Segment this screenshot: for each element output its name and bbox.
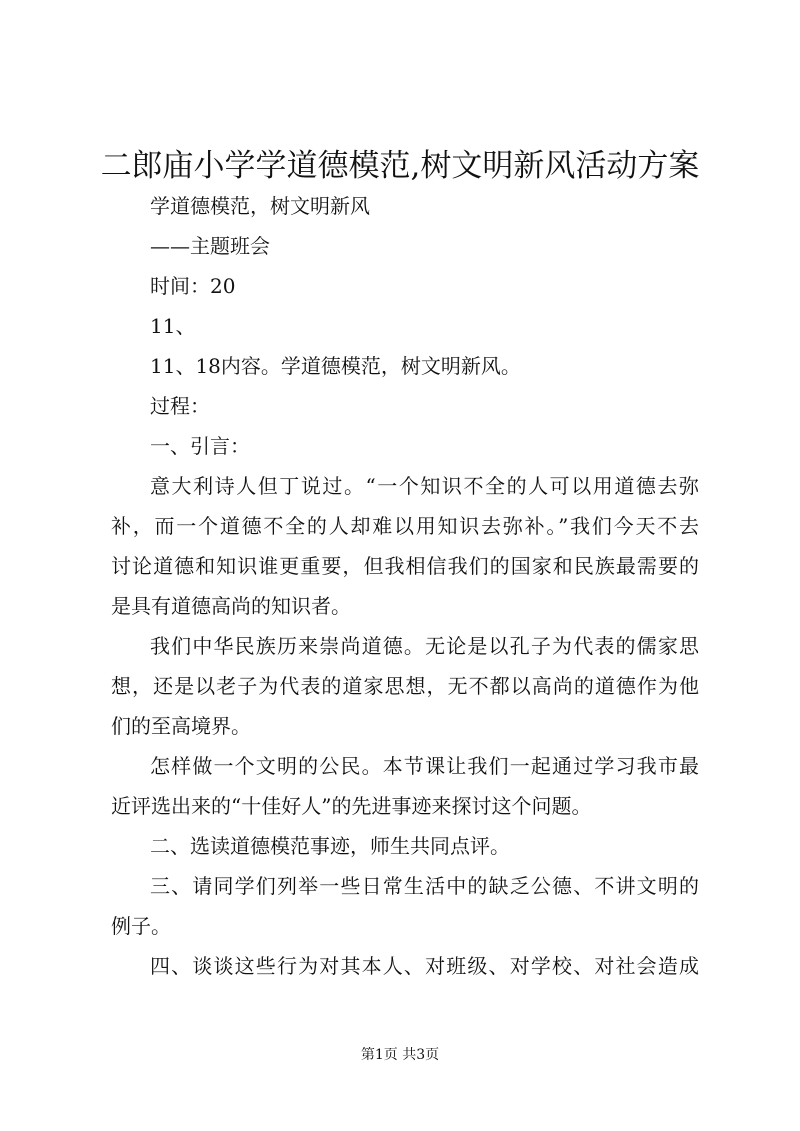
paragraph-line: 例子。 — [111, 914, 171, 938]
paragraph-line: 是具有道德高尚的知识者。 — [111, 594, 351, 618]
paragraph-line: 们的至高境界。 — [111, 714, 251, 738]
content-line: 11、18内容。学道德模范，树文明新风。 — [150, 354, 521, 378]
time-line: 时间：20 — [150, 274, 236, 298]
section-heading-four: 四、谈谈这些行为对其本人、对班级、对学校、对社会造成 — [150, 954, 699, 978]
text-line: 11、 — [150, 314, 196, 338]
paragraph-line: 怎样做一个文明的公民。本节课让我们一起通过学习我市最 — [150, 754, 699, 778]
subtitle-line: 学道德模范，树文明新风 — [150, 194, 370, 218]
section-heading-two: 二、选读道德模范事迹，师生共同点评。 — [150, 834, 510, 858]
section-heading-three: 三、请同学们列举一些日常生活中的缺乏公德、不讲文明的 — [150, 874, 699, 898]
paragraph-line: 近评选出来的“十佳好人”的先进事迹来探讨这个问题。 — [111, 794, 592, 818]
paragraph-line: 补，而一个道德不全的人却难以用知识去弥补。”我们今天不去 — [111, 514, 699, 538]
document-title: 二郎庙小学学道德模范,树文明新风活动方案 — [100, 148, 700, 184]
paragraph-line: 我们中华民族历来崇尚道德。无论是以孔子为代表的儒家思 — [150, 634, 699, 658]
page-footer: 第1页 共3页 — [360, 1047, 440, 1063]
paragraph-line: 想，还是以老子为代表的道家思想，无不都以高尚的道德作为他 — [111, 674, 699, 698]
document-body — [111, 186, 699, 986]
paragraph-line: 意大利诗人但丁说过。“一个知识不全的人可以用道德去弥 — [150, 474, 699, 498]
subtitle-theme-line: ——主题班会 — [150, 234, 270, 258]
process-heading: 过程： — [150, 394, 210, 418]
paragraph-line: 讨论道德和知识谁更重要，但我相信我们的国家和民族最需要的 — [111, 554, 699, 578]
section-heading-intro: 一、引言： — [150, 434, 250, 458]
